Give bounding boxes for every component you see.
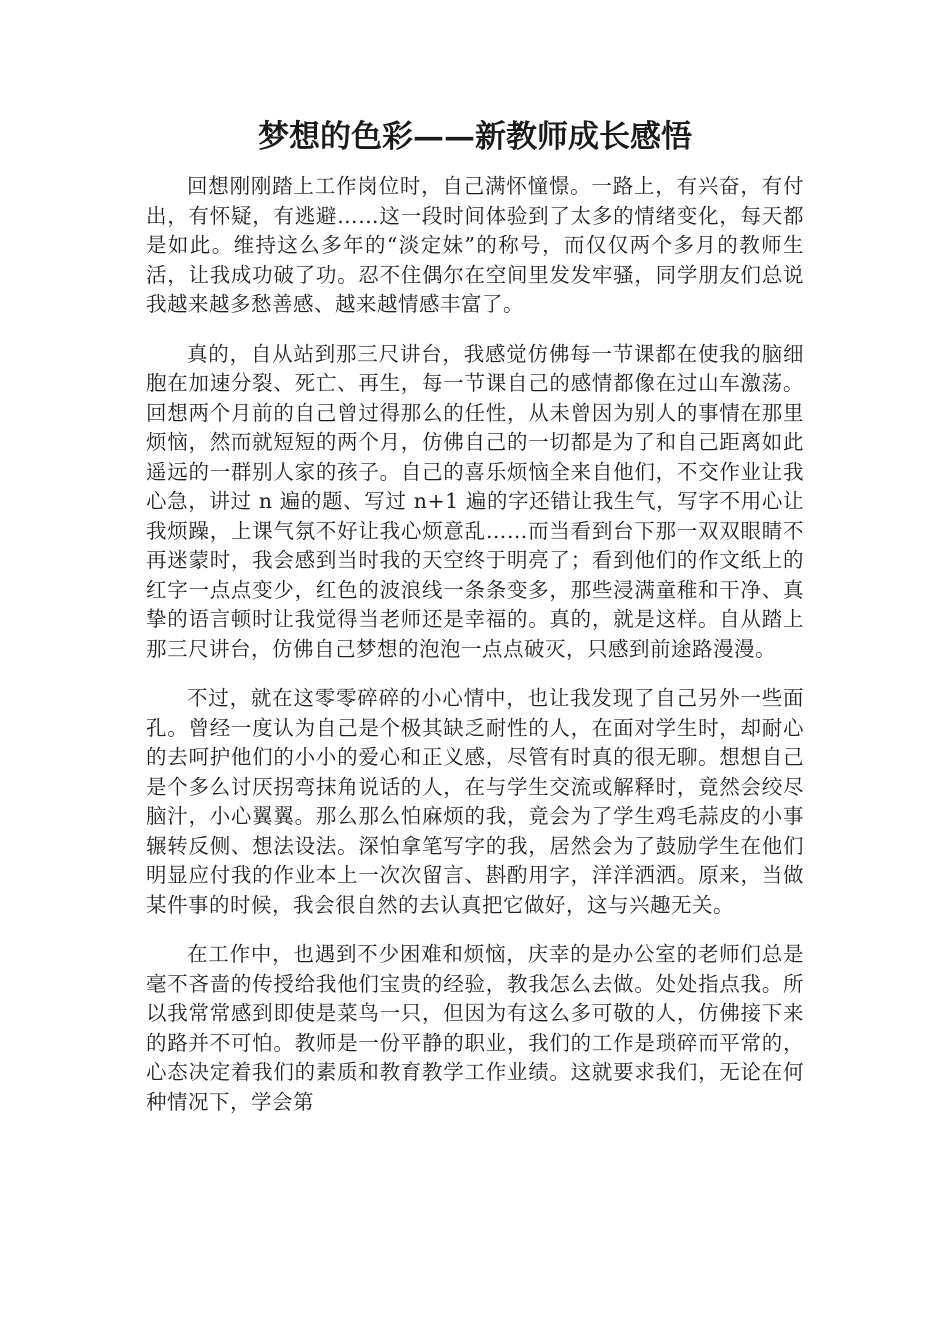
page-title: 梦想的色彩——新教师成长感悟 [258, 119, 692, 155]
paragraph-4: 在工作中，也遇到不少困难和烦恼，庆幸的是办公室的老师们总是毫不吝啬的传授给我他们宝贵的经验，教我怎么去做。处处指点我。所以我常常感到即使是菜鸟一只，但因为有这么多可敬的人，仿佛接下来的路并不可怕。教师是一份平静的职业，我们的工作是琐碎而平常的，心态决定着我们的素质和教育教学工作业绩。这就要求我们，无论在何种情况下，学会第 [146, 942, 804, 1114]
article-body [146, 172, 804, 1137]
paragraph-1: 回想刚刚踏上工作岗位时，自己满怀憧憬。一路上，有兴奋，有付出，有怀疑，有逃避……这一段时间体验到了太多的情绪变化，每天都是如此。维持这么多年的“淡定妹”的称号，而仅仅两个多月的教师生活，让我成功破了功。忍不住偶尔在空间里发发牢骚，同学朋友们总说我越来越多愁善感、越来越情感丰富了。 [146, 174, 804, 316]
paragraph-2: 真的，自从站到那三尺讲台，我感觉仿佛每一节课都在使我的脑细胞在加速分裂、死亡、再生，每一节课自己的感情都像在过山车激荡。回想两个月前的自己曾过得那么的任性，从未曾因为别人的事情在那里烦恼，然而就短短的两个月，仿佛自己的一切都是为了和自己距离如此遥远的一群别人家的孩子。自己的喜乐烦恼全来自他们，不交作业让我心急，讲过 n 遍的题、写过 n+1 遍的字还错让我生气，写字不用心让我烦躁，上课气氛不好让我心烦意乱……而当看到台下那一双双眼睛不再迷蒙时，我会感到当时我的天空终于明亮了；看到他们的作文纸上的红字一点点变少，红色的波浪线一条条变多，那些浸满童稚和干净、真挚的语言顿时让我觉得当老师还是幸福的。真的，就是这样。自从踏上那三尺讲台，仿佛自己梦想的泡泡一点点破灭，只感到前途路漫漫。 [146, 341, 804, 661]
paragraph-3: 不过，就在这零零碎碎的小心情中，也让我发现了自己另外一些面孔。曾经一度认为自己是个极其缺乏耐性的人，在面对学生时，却耐心的去呵护他们的小小的爱心和正义感，尽管有时真的很无聊。想想自己是个多么讨厌拐弯抹角说话的人，在与学生交流或解释时，竟然会绞尽脑汁，小心翼翼。那么那么怕麻烦的我，竟会为了学生鸡毛蒜皮的小事辗转反侧、想法设法。深怕拿笔写字的我，居然会为了鼓励学生在他们明显应付我的作业本上一次次留言、斟酌用字，洋洋洒洒。原来，当做某件事的时候，我会很自然的去认真把它做好，这与兴趣无关。 [146, 686, 804, 917]
